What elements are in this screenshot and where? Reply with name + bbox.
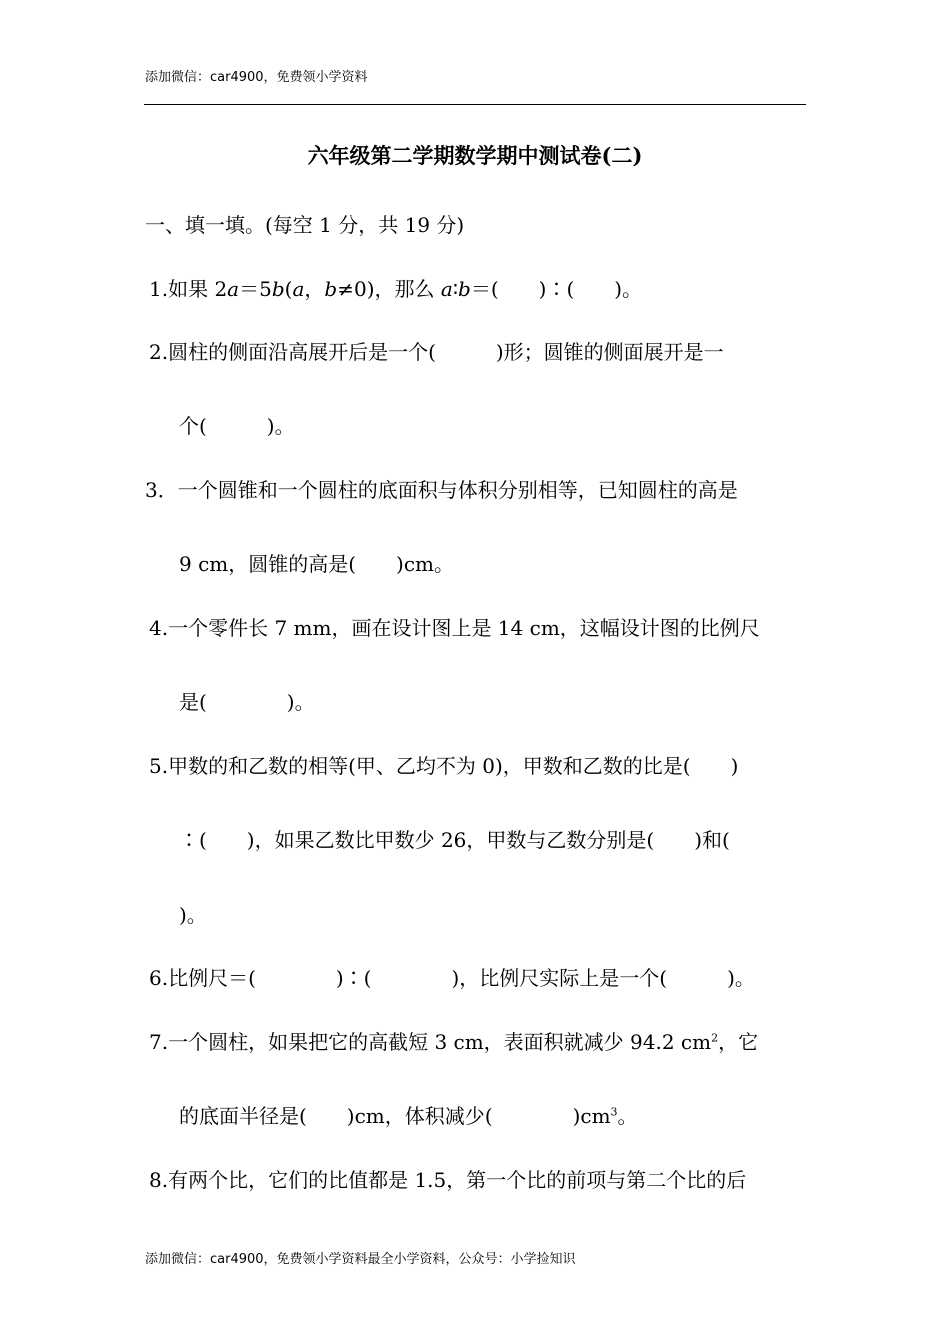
question-4-line-1: 4.一个零件长 7 mm，画在设计图上是 14 cm，这幅设计图的比例尺 [149,616,760,640]
question-3-line-2: 9 cm，圆锥的高是( )cm。 [179,552,455,576]
exam-title: 六年级第二学期数学期中测试卷(二) [307,143,643,168]
question-4-line-2: 是( )。 [179,690,315,714]
question-2-line-1: 2.圆柱的侧面沿高展开后是一个( )形；圆锥的侧面展开是一 [149,340,724,364]
page-header: 添加微信：car4900，免费领小学资料 [145,70,368,85]
question-3-line-1: 3．一个圆锥和一个圆柱的底面积与体积分别相等，已知圆柱的高是 [145,478,738,502]
question-1: 1.如果 2a＝5b(a，b≠0)，那么 a∶b＝( )∶( )。 [149,277,643,301]
question-5-line-2: ∶( )，如果乙数比甲数少 26，甲数与乙数分别是( )和( [179,828,730,852]
question-5-line-1: 5.甲数的和乙数的相等(甲、乙均不为 0)，甲数和乙数的比是( ) [149,754,739,778]
page-footer: 添加微信：car4900，免费领小学资料最全小学资料，公众号：小学捡知识 [145,1252,576,1267]
question-7-line-2: 的底面半径是( )cm，体积减少( )$cm^3$。 [179,1104,638,1128]
header-divider [144,104,806,105]
question-7-line-1: 7.一个圆柱，如果把它的高截短 3 cm，表面积就减少 94.2 $cm^2$，它 [149,1030,759,1054]
question-8-line-1: 8.有两个比，它们的比值都是 1.5，第一个比的前项与第二个比的后 [149,1168,747,1192]
question-6: 6.比例尺＝( )∶( )，比例尺实际上是一个( )。 [149,966,755,990]
section-heading: 一、填一填。(每空 1 分，共 19 分) [145,213,465,237]
question-5-line-3: )。 [179,903,207,927]
question-2-line-2: 个( )。 [179,414,295,438]
